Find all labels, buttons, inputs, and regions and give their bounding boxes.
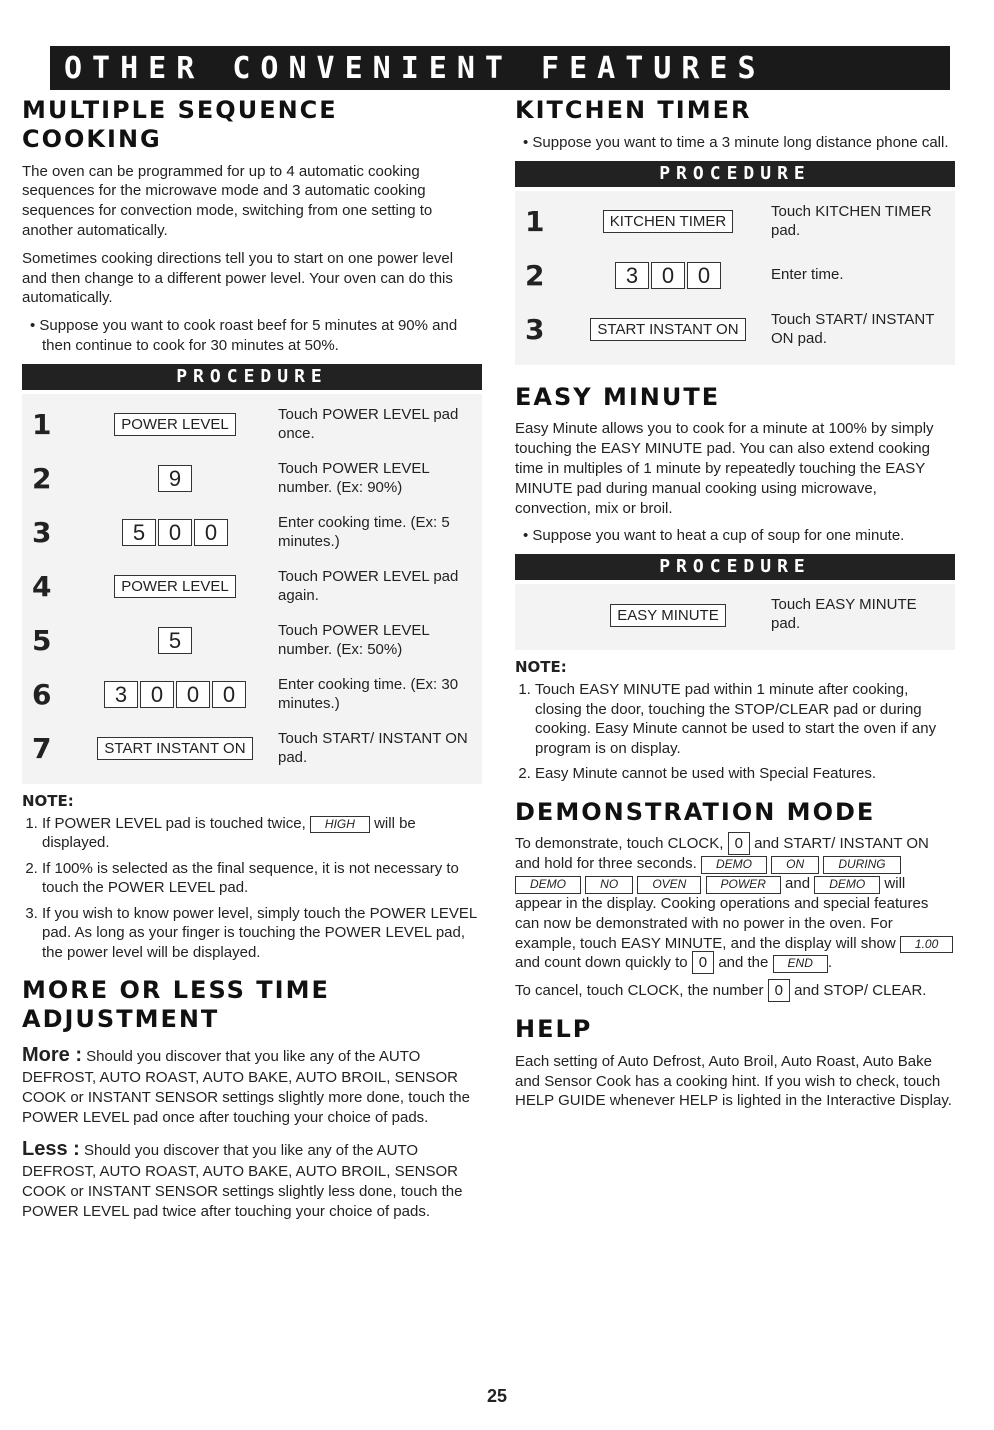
multi-p1: The oven can be programmed for up to 4 automatic cooking sequences for the microwave mode and 3 automatic cooking sequences for convection mode, switching from one setting to another automatically. (22, 162, 433, 239)
pad-key: POWER LEVEL (114, 575, 236, 598)
step-number: 1 (32, 408, 52, 442)
step-number: 3 (525, 313, 545, 347)
lcd-display: NO (585, 876, 633, 894)
note-item: 3. If you wish to know power level, simply touch the POWER LEVEL pad. As long as your finger is touching the POWER LEVEL pad, the power level will be displayed. (42, 904, 482, 963)
digit-key: 5 (122, 519, 156, 546)
procedure-step (32, 452, 472, 506)
step-number: 5 (32, 624, 52, 658)
more-title: MORE OR LESS TIME ADJUSTMENT (22, 976, 330, 1034)
lcd-display: OVEN (637, 876, 701, 894)
digit-key: 0 (158, 519, 192, 546)
easy-title: EASY MINUTE (515, 382, 721, 411)
procedure-step (32, 506, 472, 560)
step-text: Enter cooking time. (Ex: 5 minutes.) (278, 514, 450, 550)
pad-key: KITCHEN TIMER (603, 210, 733, 233)
procedure-step (32, 722, 472, 776)
digit-key: 0 (651, 262, 685, 289)
page-number: 25 (486, 1386, 508, 1406)
step-text: Enter cooking time. (Ex: 30 minutes.) (278, 676, 459, 712)
easy-p1: Easy Minute allows you to cook for a minute at 100% by simply touching the EASY MINUTE pad. You can also extend cooking time in multiples of 1 minute by repeatedly touching the EASY MINUTE pad during manual cooking using microwave, convection, mix or broil. (515, 420, 934, 517)
right-column (515, 96, 955, 1119)
lcd-display: POWER (706, 876, 781, 894)
note-item: 2. Easy Minute cannot be used with Special Features. (535, 764, 955, 784)
left-column (22, 96, 482, 1230)
procedure-step (32, 668, 472, 722)
less-paragraph: Less : Should you discover that you like any of the AUTO DEFROST, AUTO ROAST, AUTO BAKE, AUTO BROIL, SENSOR COOK or INSTANT SENSOR settings slightly less done, touch the POWER LEVEL pad twice after touching your choice of pads. (22, 1137, 463, 1220)
step-text: Touch POWER LEVEL number. (Ex: 50%) (278, 622, 430, 658)
digit-key: 9 (158, 465, 192, 492)
easy-steps (515, 584, 955, 650)
note-heading: NOTE: (22, 791, 74, 810)
multi-steps (22, 394, 482, 784)
digit-key: 0 (768, 979, 790, 1002)
step-number: 1 (525, 205, 545, 239)
procedure-step (525, 195, 945, 249)
more-paragraph: More : Should you discover that you like any of the AUTO DEFROST, AUTO ROAST, AUTO BAKE, AUTO BROIL, SENSOR COOK or INSTANT SENSOR settings slightly more done, touch the POWER LEVEL pad once after touching your choice of pads. (22, 1043, 470, 1126)
procedure-step (32, 398, 472, 452)
digit-key: 3 (615, 262, 649, 289)
lcd-display: DEMO (814, 876, 880, 894)
digit-key: 0 (140, 681, 174, 708)
demo-p2: To cancel, touch CLOCK, the number 0 and STOP/ CLEAR. (515, 981, 955, 1001)
step-text: Touch START/ INSTANT ON pad. (771, 310, 935, 347)
procedure-bar: PROCEDURE (515, 161, 955, 187)
step-text: Touch EASY MINUTE pad. (771, 596, 917, 633)
note-item: 1. If POWER LEVEL pad is touched twice, HIGH will be displayed. (42, 814, 482, 853)
demo-title: DEMONSTRATION MODE (515, 797, 876, 826)
procedure-bar: PROCEDURE (22, 364, 482, 390)
help-title: HELP (515, 1014, 593, 1043)
multi-title: MULTIPLE SEQUENCE COOKING (22, 96, 338, 153)
procedure-step (525, 588, 945, 642)
step-number: 4 (32, 570, 52, 604)
easy-minute-key: EASY MINUTE (610, 604, 725, 627)
digit-key: 0 (728, 832, 750, 855)
multi-p2: Sometimes cooking directions tell you to start on one power level and then change to a different power level. Your oven can do this automatically. (22, 249, 454, 307)
step-number: 6 (32, 678, 52, 712)
pad-key: POWER LEVEL (114, 413, 236, 436)
step-text: Enter time. (771, 266, 844, 284)
note-heading: NOTE: (515, 658, 567, 677)
procedure-step (32, 614, 472, 668)
step-number: 7 (32, 732, 52, 766)
step-number: 2 (32, 462, 52, 496)
step-text: Touch START/ INSTANT ON pad. (278, 730, 468, 766)
section-banner: OTHER CONVENIENT FEATURES (50, 46, 950, 90)
digit-key: 5 (158, 627, 192, 654)
lcd-display: HIGH (310, 816, 370, 834)
lcd-display: DEMO (515, 876, 581, 894)
digit-key: 3 (104, 681, 138, 708)
digit-key: 0 (212, 681, 246, 708)
procedure-step (525, 249, 945, 303)
multi-bullet: • Suppose you want to cook roast beef for 5 minutes at 90% and then continue to cook for 30 minutes at 50%. (30, 317, 458, 354)
lcd-display: ON (771, 856, 819, 874)
lcd-display: 1.00 (900, 936, 953, 954)
help-p1: Each setting of Auto Defrost, Auto Broil, Auto Roast, Auto Bake and Sensor Cook has a cooking hint. If you wish to check, touch HELP GUIDE whenever HELP is lighted in the Interactive Display. (515, 1052, 952, 1110)
lcd-display: DEMO (701, 856, 767, 874)
pad-key: START INSTANT ON (97, 737, 252, 760)
easy-notes (515, 680, 955, 784)
procedure-step (32, 560, 472, 614)
step-text: Touch POWER LEVEL pad again. (278, 568, 459, 604)
step-number: 2 (525, 259, 545, 293)
note-item: 2. If 100% is selected as the final sequence, it is not necessary to touch the POWER LEVEL pad. (42, 859, 482, 898)
lcd-display: END (773, 955, 828, 973)
digit-key: 0 (176, 681, 210, 708)
step-text: Touch POWER LEVEL pad once. (278, 406, 459, 442)
note-item: 1. Touch EASY MINUTE pad within 1 minute after cooking, closing the door, touching the STOP/CLEAR pad or during cooking. Easy Minute cannot be used to start the oven if any program is on display. (535, 680, 955, 758)
kitchen-title: KITCHEN TIMER (515, 96, 752, 124)
procedure-bar: PROCEDURE (515, 554, 955, 580)
digit-key: 0 (687, 262, 721, 289)
demo-p1: To demonstrate, touch CLOCK, 0 and START/ INSTANT ON and hold for three seconds. DEMO ON DURING DEMO NO OVEN POWER and DEMO will appear in the display. Cooking operations and special features can now be demonstrated with no power in the oven. For example, touch EASY MINUTE, and the display will show 1.00 and count down quickly to 0 and the END . (515, 834, 955, 973)
multi-notes (22, 814, 482, 963)
pad-key: START INSTANT ON (590, 318, 745, 341)
kitchen-bullet: • Suppose you want to time a 3 minute long distance phone call. (523, 133, 949, 151)
easy-bullet: • Suppose you want to heat a cup of soup for one minute. (523, 527, 905, 545)
step-text: Touch KITCHEN TIMER pad. (771, 202, 932, 239)
digit-key: 0 (194, 519, 228, 546)
step-number: 3 (32, 516, 52, 550)
kitchen-steps (515, 191, 955, 365)
step-text: Touch POWER LEVEL number. (Ex: 90%) (278, 460, 430, 496)
lcd-display: DURING (823, 856, 900, 874)
procedure-step (525, 303, 945, 357)
digit-key: 0 (692, 951, 714, 974)
